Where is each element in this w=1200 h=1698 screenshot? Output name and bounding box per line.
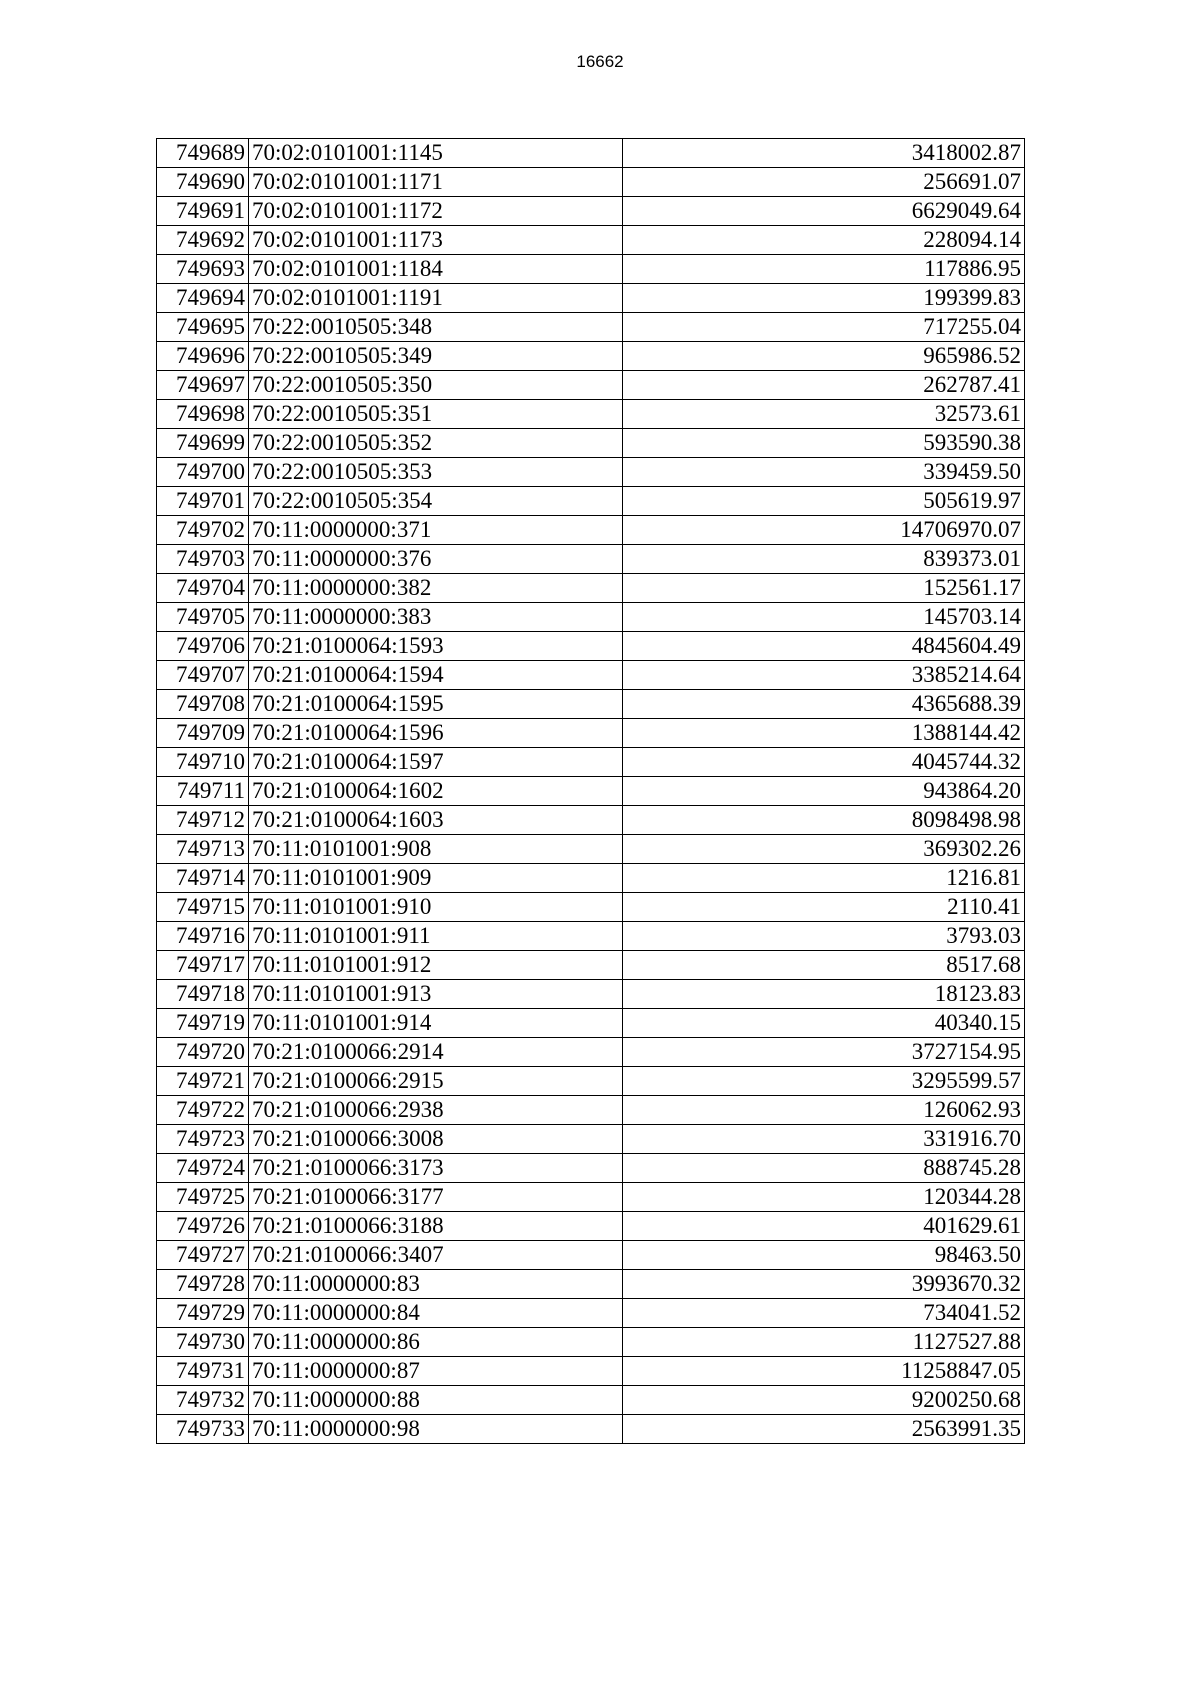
row-id-cell: 749732 — [157, 1386, 249, 1415]
cadastral-number-cell: 70:21:0100066:3173 — [249, 1154, 623, 1183]
cadastral-number-cell: 70:11:0000000:84 — [249, 1299, 623, 1328]
row-id-cell: 749691 — [157, 197, 249, 226]
table-row — [157, 951, 1025, 980]
value-cell: 152561.17 — [623, 574, 1025, 603]
table-row — [157, 1328, 1025, 1357]
table-row — [157, 313, 1025, 342]
table-row — [157, 1270, 1025, 1299]
row-id-cell: 749731 — [157, 1357, 249, 1386]
row-id-cell: 749703 — [157, 545, 249, 574]
row-id-cell: 749728 — [157, 1270, 249, 1299]
value-cell: 145703.14 — [623, 603, 1025, 632]
table-row — [157, 1241, 1025, 1270]
row-id-cell: 749698 — [157, 400, 249, 429]
value-cell: 3727154.95 — [623, 1038, 1025, 1067]
cadastral-number-cell: 70:11:0000000:383 — [249, 603, 623, 632]
cadastral-number-cell: 70:22:0010505:349 — [249, 342, 623, 371]
row-id-cell: 749695 — [157, 313, 249, 342]
cadastral-number-cell: 70:22:0010505:354 — [249, 487, 623, 516]
table-row — [157, 226, 1025, 255]
value-cell: 1388144.42 — [623, 719, 1025, 748]
table-row — [157, 1415, 1025, 1444]
value-cell: 3295599.57 — [623, 1067, 1025, 1096]
table-row — [157, 458, 1025, 487]
cadastral-number-cell: 70:11:0000000:376 — [249, 545, 623, 574]
cadastral-number-cell: 70:22:0010505:352 — [249, 429, 623, 458]
table-row — [157, 1212, 1025, 1241]
value-cell: 11258847.05 — [623, 1357, 1025, 1386]
cadastral-number-cell: 70:21:0100066:2915 — [249, 1067, 623, 1096]
cadastral-number-cell: 70:21:0100064:1593 — [249, 632, 623, 661]
table-row — [157, 719, 1025, 748]
value-cell: 717255.04 — [623, 313, 1025, 342]
value-cell: 3793.03 — [623, 922, 1025, 951]
row-id-cell: 749701 — [157, 487, 249, 516]
value-cell: 98463.50 — [623, 1241, 1025, 1270]
cadastral-number-cell: 70:22:0010505:353 — [249, 458, 623, 487]
row-id-cell: 749697 — [157, 371, 249, 400]
value-cell: 593590.38 — [623, 429, 1025, 458]
value-cell: 32573.61 — [623, 400, 1025, 429]
cadastral-number-cell: 70:21:0100064:1595 — [249, 690, 623, 719]
value-cell: 4365688.39 — [623, 690, 1025, 719]
table-row — [157, 690, 1025, 719]
cadastral-number-cell: 70:11:0000000:87 — [249, 1357, 623, 1386]
cadastral-number-cell: 70:11:0101001:909 — [249, 864, 623, 893]
row-id-cell: 749733 — [157, 1415, 249, 1444]
table-row — [157, 864, 1025, 893]
cadastral-value-table — [156, 138, 1025, 1444]
value-cell: 4845604.49 — [623, 632, 1025, 661]
value-cell: 839373.01 — [623, 545, 1025, 574]
value-cell: 18123.83 — [623, 980, 1025, 1009]
cadastral-number-cell: 70:02:0101001:1171 — [249, 168, 623, 197]
value-cell: 943864.20 — [623, 777, 1025, 806]
row-id-cell: 749707 — [157, 661, 249, 690]
value-cell: 3993670.32 — [623, 1270, 1025, 1299]
cadastral-number-cell: 70:11:0101001:908 — [249, 835, 623, 864]
cadastral-number-cell: 70:11:0000000:382 — [249, 574, 623, 603]
table-row — [157, 603, 1025, 632]
cadastral-number-cell: 70:02:0101001:1145 — [249, 139, 623, 168]
cadastral-number-cell: 70:21:0100066:2938 — [249, 1096, 623, 1125]
row-id-cell: 749720 — [157, 1038, 249, 1067]
cadastral-number-cell: 70:21:0100064:1603 — [249, 806, 623, 835]
row-id-cell: 749726 — [157, 1212, 249, 1241]
table-row — [157, 197, 1025, 226]
row-id-cell: 749723 — [157, 1125, 249, 1154]
cadastral-number-cell: 70:21:0100066:3188 — [249, 1212, 623, 1241]
value-cell: 40340.15 — [623, 1009, 1025, 1038]
cadastral-number-cell: 70:22:0010505:350 — [249, 371, 623, 400]
cadastral-number-cell: 70:02:0101001:1172 — [249, 197, 623, 226]
value-cell: 369302.26 — [623, 835, 1025, 864]
cadastral-number-cell: 70:11:0101001:911 — [249, 922, 623, 951]
value-cell: 8098498.98 — [623, 806, 1025, 835]
value-cell: 199399.83 — [623, 284, 1025, 313]
table-row — [157, 574, 1025, 603]
table-row — [157, 342, 1025, 371]
value-cell: 228094.14 — [623, 226, 1025, 255]
cadastral-number-cell: 70:02:0101001:1191 — [249, 284, 623, 313]
value-cell: 262787.41 — [623, 371, 1025, 400]
row-id-cell: 749699 — [157, 429, 249, 458]
cadastral-number-cell: 70:11:0101001:910 — [249, 893, 623, 922]
value-cell: 734041.52 — [623, 1299, 1025, 1328]
row-id-cell: 749696 — [157, 342, 249, 371]
row-id-cell: 749706 — [157, 632, 249, 661]
value-cell: 126062.93 — [623, 1096, 1025, 1125]
table-row — [157, 806, 1025, 835]
table-row — [157, 1386, 1025, 1415]
value-cell: 117886.95 — [623, 255, 1025, 284]
row-id-cell: 749692 — [157, 226, 249, 255]
row-id-cell: 749712 — [157, 806, 249, 835]
row-id-cell: 749716 — [157, 922, 249, 951]
value-cell: 339459.50 — [623, 458, 1025, 487]
table-row — [157, 516, 1025, 545]
value-cell: 888745.28 — [623, 1154, 1025, 1183]
table-row — [157, 1299, 1025, 1328]
row-id-cell: 749704 — [157, 574, 249, 603]
table-row — [157, 1154, 1025, 1183]
value-cell: 4045744.32 — [623, 748, 1025, 777]
cadastral-number-cell: 70:02:0101001:1173 — [249, 226, 623, 255]
value-cell: 505619.97 — [623, 487, 1025, 516]
cadastral-number-cell: 70:21:0100064:1596 — [249, 719, 623, 748]
cadastral-number-cell: 70:11:0000000:98 — [249, 1415, 623, 1444]
table-row — [157, 545, 1025, 574]
value-cell: 2563991.35 — [623, 1415, 1025, 1444]
row-id-cell: 749693 — [157, 255, 249, 284]
row-id-cell: 749725 — [157, 1183, 249, 1212]
table-row — [157, 168, 1025, 197]
row-id-cell: 749722 — [157, 1096, 249, 1125]
table-row — [157, 1125, 1025, 1154]
cadastral-number-cell: 70:21:0100066:3008 — [249, 1125, 623, 1154]
table-row — [157, 632, 1025, 661]
cadastral-number-cell: 70:21:0100066:3407 — [249, 1241, 623, 1270]
value-cell: 965986.52 — [623, 342, 1025, 371]
row-id-cell: 749727 — [157, 1241, 249, 1270]
value-cell: 3385214.64 — [623, 661, 1025, 690]
value-cell: 2110.41 — [623, 893, 1025, 922]
cadastral-number-cell: 70:11:0101001:912 — [249, 951, 623, 980]
cadastral-number-cell: 70:21:0100066:3177 — [249, 1183, 623, 1212]
value-cell: 1127527.88 — [623, 1328, 1025, 1357]
cadastral-number-cell: 70:21:0100064:1597 — [249, 748, 623, 777]
table-row — [157, 1357, 1025, 1386]
row-id-cell: 749724 — [157, 1154, 249, 1183]
row-id-cell: 749718 — [157, 980, 249, 1009]
cadastral-number-cell: 70:22:0010505:348 — [249, 313, 623, 342]
row-id-cell: 749729 — [157, 1299, 249, 1328]
table-row — [157, 1067, 1025, 1096]
table-row — [157, 835, 1025, 864]
row-id-cell: 749690 — [157, 168, 249, 197]
cadastral-number-cell: 70:11:0101001:913 — [249, 980, 623, 1009]
table-row — [157, 487, 1025, 516]
value-cell: 9200250.68 — [623, 1386, 1025, 1415]
cadastral-number-cell: 70:22:0010505:351 — [249, 400, 623, 429]
value-cell: 6629049.64 — [623, 197, 1025, 226]
value-cell: 14706970.07 — [623, 516, 1025, 545]
table-row — [157, 893, 1025, 922]
cadastral-number-cell: 70:11:0000000:88 — [249, 1386, 623, 1415]
table-row — [157, 777, 1025, 806]
cadastral-number-cell: 70:11:0101001:914 — [249, 1009, 623, 1038]
row-id-cell: 749702 — [157, 516, 249, 545]
row-id-cell: 749708 — [157, 690, 249, 719]
table-row — [157, 400, 1025, 429]
table-row — [157, 371, 1025, 400]
table-row — [157, 1038, 1025, 1067]
row-id-cell: 749715 — [157, 893, 249, 922]
value-cell: 256691.07 — [623, 168, 1025, 197]
page-number: 16662 — [576, 52, 624, 71]
value-cell: 1216.81 — [623, 864, 1025, 893]
cadastral-number-cell: 70:21:0100064:1594 — [249, 661, 623, 690]
row-id-cell: 749719 — [157, 1009, 249, 1038]
table-row — [157, 748, 1025, 777]
cadastral-number-cell: 70:11:0000000:86 — [249, 1328, 623, 1357]
row-id-cell: 749709 — [157, 719, 249, 748]
table-row — [157, 922, 1025, 951]
row-id-cell: 749710 — [157, 748, 249, 777]
row-id-cell: 749700 — [157, 458, 249, 487]
value-cell: 401629.61 — [623, 1212, 1025, 1241]
row-id-cell: 749717 — [157, 951, 249, 980]
table-row — [157, 429, 1025, 458]
row-id-cell: 749694 — [157, 284, 249, 313]
row-id-cell: 749689 — [157, 139, 249, 168]
row-id-cell: 749705 — [157, 603, 249, 632]
value-cell: 331916.70 — [623, 1125, 1025, 1154]
table-row — [157, 139, 1025, 168]
table-row — [157, 1096, 1025, 1125]
cadastral-number-cell: 70:02:0101001:1184 — [249, 255, 623, 284]
table-body — [157, 139, 1025, 1444]
table-row — [157, 661, 1025, 690]
table-row — [157, 1183, 1025, 1212]
row-id-cell: 749711 — [157, 777, 249, 806]
cadastral-number-cell: 70:21:0100066:2914 — [249, 1038, 623, 1067]
value-cell: 8517.68 — [623, 951, 1025, 980]
cadastral-number-cell: 70:11:0000000:83 — [249, 1270, 623, 1299]
value-cell: 3418002.87 — [623, 139, 1025, 168]
cadastral-number-cell: 70:21:0100064:1602 — [249, 777, 623, 806]
row-id-cell: 749721 — [157, 1067, 249, 1096]
table-row — [157, 284, 1025, 313]
row-id-cell: 749730 — [157, 1328, 249, 1357]
table-row — [157, 255, 1025, 284]
table-row — [157, 1009, 1025, 1038]
row-id-cell: 749713 — [157, 835, 249, 864]
row-id-cell: 749714 — [157, 864, 249, 893]
table-row — [157, 980, 1025, 1009]
cadastral-number-cell: 70:11:0000000:371 — [249, 516, 623, 545]
value-cell: 120344.28 — [623, 1183, 1025, 1212]
